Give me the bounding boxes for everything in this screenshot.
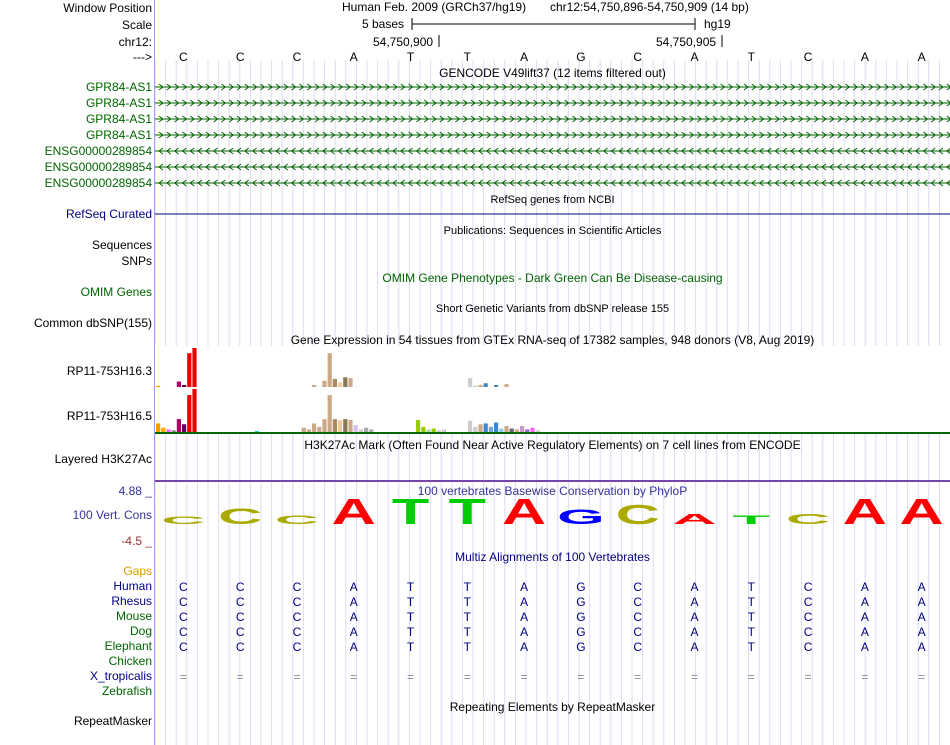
gtex-row-label[interactable]: RP11-753H16.5: [66, 409, 152, 423]
position-text: chr12:54,750,896-54,750,909 (14 bp): [550, 0, 749, 14]
species-label[interactable]: Mouse: [115, 609, 152, 623]
dbsnp-track-title[interactable]: Short Genetic Variants from dbSNP release 155: [435, 303, 670, 315]
alignment-base: T: [406, 580, 415, 594]
alignment-base: C: [179, 610, 188, 624]
conservation-letter: C: [218, 503, 263, 529]
alignment-base: C: [292, 580, 302, 594]
gtex-bar: [166, 429, 170, 432]
chrom-label: chr12:: [118, 35, 152, 49]
alignment-base: A: [349, 610, 358, 624]
alignment-base: A: [917, 595, 926, 609]
conservation-letter: C: [615, 499, 660, 531]
conservation-letter: T: [448, 491, 487, 532]
alignment-base: T: [463, 580, 471, 594]
gene-label[interactable]: GPR84-AS1: [85, 80, 152, 94]
species-label[interactable]: Elephant: [104, 639, 152, 653]
gtex-bar: [499, 429, 503, 432]
alignment-base: A: [349, 625, 358, 639]
base-letter: G: [576, 50, 586, 64]
alignment-base: A: [860, 580, 869, 594]
alignment-base: C: [292, 640, 302, 654]
gtex-background: [155, 346, 950, 391]
alignment-base: T: [463, 610, 471, 624]
species-label[interactable]: Rhesus: [111, 594, 152, 608]
alignment-base: G: [576, 595, 586, 609]
base-letter: A: [349, 50, 358, 64]
gtex-bar: [182, 424, 186, 432]
gene-label[interactable]: ENSG00000289854: [44, 176, 152, 190]
alignment-base: C: [179, 595, 188, 609]
species-label[interactable]: X_tropicalis: [89, 669, 152, 683]
alignment-base: =: [463, 670, 471, 684]
conservation-letter: C: [274, 513, 320, 527]
scale-db-text: hg19: [704, 17, 731, 31]
alignment-base: G: [576, 625, 586, 639]
gtex-bar: [473, 427, 477, 432]
alignment-base: =: [577, 670, 585, 684]
base-letter: C: [179, 50, 188, 64]
gtex-bar: [354, 425, 358, 432]
base-letter: A: [520, 50, 529, 64]
h3k27ac-track-label[interactable]: Layered H3K27Ac: [54, 452, 152, 466]
gtex-bar: [504, 426, 508, 432]
gtex-bar: [484, 423, 488, 432]
base-letter: A: [690, 50, 699, 64]
track-graphics: [155, 0, 950, 745]
gtex-bar: [515, 429, 519, 432]
alignment-base: A: [917, 610, 926, 624]
assembly-title: Human Feb. 2009 (GRCh37/hg19): [342, 0, 527, 14]
gtex-bar: [478, 424, 482, 432]
alignment-base: A: [690, 610, 699, 624]
alignment-base: =: [634, 670, 642, 684]
gene-label[interactable]: GPR84-AS1: [85, 112, 152, 126]
base-letter: A: [860, 50, 869, 64]
alignment-base: A: [917, 640, 926, 654]
alignment-base: A: [690, 595, 699, 609]
alignment-base: A: [860, 610, 869, 624]
alignment-base: A: [690, 625, 699, 639]
base-letter: T: [747, 50, 755, 64]
conservation-letter: T: [391, 491, 430, 532]
conservation-letter: A: [331, 491, 376, 532]
gtex-bar: [416, 420, 420, 432]
alignment-base: A: [520, 580, 529, 594]
phylop-max-label: 4.88 _: [118, 484, 152, 498]
conservation-letter: T: [732, 513, 770, 527]
scale-bases-text: 5 bases: [362, 17, 405, 31]
gtex-bar: [437, 430, 441, 432]
gtex-bar: [530, 428, 534, 432]
alignment-base: T: [406, 640, 415, 654]
gtex-bar: [468, 421, 472, 432]
alignment-base: A: [860, 595, 869, 609]
gtex-bar: [421, 427, 425, 432]
gtex-bar: [328, 395, 332, 432]
gtex-bar: [328, 353, 332, 391]
gtex-bar: [520, 426, 524, 432]
alignment-base: G: [576, 580, 586, 594]
alignment-base: C: [633, 640, 643, 654]
conservation-letter: A: [672, 510, 717, 528]
alignment-base: C: [179, 625, 188, 639]
coordinate-label: 54,750,900: [373, 35, 434, 49]
alignment-base: A: [520, 595, 529, 609]
alignment-base: =: [293, 670, 301, 684]
gtex-bar: [510, 429, 514, 432]
gene-label[interactable]: ENSG00000289854: [44, 160, 152, 174]
alignment-base: C: [292, 595, 302, 609]
gtex-bar: [343, 419, 347, 432]
alignment-base: T: [463, 640, 471, 654]
gtex-background: [155, 387, 950, 432]
gene-label[interactable]: ENSG00000289854: [44, 144, 152, 158]
gtex-bar: [489, 427, 493, 432]
alignment-base: T: [406, 595, 415, 609]
strand-arrow-label: --->: [133, 50, 152, 64]
gtex-bar: [192, 389, 196, 432]
omim-track-title[interactable]: OMIM Gene Phenotypes - Dark Green Can Be Disease-causing: [382, 271, 723, 285]
track-area[interactable]: [155, 0, 950, 745]
gtex-bar: [187, 353, 191, 391]
alignment-base: C: [803, 580, 813, 594]
gtex-bar: [536, 430, 540, 432]
alignment-base: C: [235, 580, 245, 594]
alignment-base: A: [690, 580, 699, 594]
sequences-track-label[interactable]: Sequences: [91, 238, 152, 252]
alignment-base: C: [803, 610, 813, 624]
alignment-base: A: [917, 580, 926, 594]
alignment-base: T: [747, 625, 755, 639]
alignment-base: T: [406, 625, 415, 639]
gtex-bar: [187, 395, 191, 432]
dbsnp-track-label[interactable]: Common dbSNP(155): [33, 316, 152, 330]
gtex-bar: [317, 427, 321, 432]
base-letter: C: [803, 50, 813, 64]
gtex-bar: [172, 430, 176, 432]
alignment-base: A: [349, 595, 358, 609]
alignment-base: C: [633, 625, 643, 639]
alignment-base: A: [860, 640, 869, 654]
gtex-bar: [442, 429, 446, 432]
gtex-bar: [432, 429, 436, 432]
alignment-base: =: [918, 670, 926, 684]
gtex-bar: [359, 429, 363, 432]
gtex-bar: [322, 419, 326, 432]
gtex-row-label[interactable]: RP11-753H16.3: [66, 364, 152, 378]
gtex-bar: [338, 420, 342, 432]
h3k27ac-track-title[interactable]: H3K27Ac Mark (Often Found Near Active Regulatory Elements) on 7 cell lines from ENCODE: [304, 438, 801, 452]
alignment-base: A: [349, 580, 358, 594]
gtex-bar: [426, 429, 430, 432]
snps-track-label[interactable]: SNPs: [121, 254, 152, 268]
alignment-base: C: [235, 610, 245, 624]
alignment-base: T: [747, 640, 755, 654]
alignment-base: T: [747, 595, 755, 609]
species-label[interactable]: Human: [113, 579, 152, 593]
gaps-label: Gaps: [123, 564, 152, 578]
alignment-base: A: [520, 610, 529, 624]
alignment-base: A: [690, 640, 699, 654]
gtex-track-title[interactable]: Gene Expression in 54 tissues from GTEx RNA-seq of 17382 samples, 948 donors (V8, Aug 2019): [290, 333, 815, 347]
gencode-track-title[interactable]: GENCODE V49lift37 (12 items filtered out): [439, 66, 666, 80]
gtex-bar: [348, 420, 352, 432]
gtex-bar: [312, 423, 316, 432]
gene-label[interactable]: GPR84-AS1: [85, 128, 152, 142]
alignment-base: T: [406, 610, 415, 624]
alignment-base: T: [747, 580, 755, 594]
conservation-letter: C: [161, 514, 206, 527]
alignment-base: C: [633, 610, 643, 624]
gene-label[interactable]: GPR84-AS1: [85, 96, 152, 110]
species-label[interactable]: Chicken: [108, 654, 152, 668]
refseq-track-title[interactable]: RefSeq genes from NCBI: [490, 194, 615, 206]
repeatmasker-track-label[interactable]: RepeatMasker: [73, 714, 152, 728]
gtex-bar: [494, 423, 498, 432]
gtex-bar: [333, 419, 337, 432]
base-letter: T: [463, 50, 471, 64]
alignment-base: C: [633, 595, 643, 609]
conservation-letter: G: [557, 505, 605, 529]
gtex-bar: [255, 431, 259, 432]
phylop-track-label[interactable]: 100 Vert. Cons: [72, 508, 152, 522]
alignment-base: T: [463, 595, 471, 609]
omim-track-label[interactable]: OMIM Genes: [80, 285, 152, 299]
phylop-min-label: -4.5 _: [121, 534, 152, 548]
alignment-base: C: [292, 610, 302, 624]
alignment-base: A: [917, 625, 926, 639]
refseq-track-label[interactable]: RefSeq Curated: [65, 207, 152, 221]
alignment-base: =: [179, 670, 187, 684]
alignment-base: C: [235, 625, 245, 639]
conservation-letter: A: [842, 491, 887, 532]
multiz-track-title[interactable]: Multiz Alignments of 100 Vertebrates: [455, 550, 650, 564]
phylop-track-title[interactable]: 100 vertebrates Basewise Conservation by PhyloP: [417, 484, 688, 498]
publications-track-title[interactable]: Publications: Sequences in Scientific Articles: [443, 225, 662, 237]
alignment-base: =: [350, 670, 358, 684]
coordinate-label: 54,750,905: [656, 35, 717, 49]
species-label[interactable]: Zebrafish: [101, 684, 152, 698]
alignment-base: A: [520, 640, 529, 654]
conservation-letter: A: [899, 491, 944, 532]
alignment-base: T: [463, 625, 471, 639]
gtex-bar: [177, 419, 181, 432]
gtex-bar: [525, 429, 529, 432]
alignment-base: A: [860, 625, 869, 639]
gtex-bar: [302, 428, 306, 432]
conservation-letter: C: [785, 511, 831, 528]
conservation-letter: A: [502, 491, 547, 532]
alignment-base: G: [576, 610, 586, 624]
alignment-base: C: [179, 640, 188, 654]
base-letter: A: [917, 50, 926, 64]
base-letter: C: [292, 50, 302, 64]
gtex-bar: [192, 348, 196, 391]
alignment-base: =: [236, 670, 244, 684]
alignment-base: =: [690, 670, 698, 684]
alignment-base: =: [861, 670, 869, 684]
repeatmasker-track-title[interactable]: Repeating Elements by RepeatMasker: [449, 700, 656, 714]
alignment-base: C: [633, 580, 643, 594]
alignment-base: C: [803, 595, 813, 609]
alignment-base: C: [292, 625, 302, 639]
alignment-base: =: [407, 670, 415, 684]
gtex-bar: [364, 428, 368, 432]
alignment-base: T: [747, 610, 755, 624]
alignment-base: C: [235, 595, 245, 609]
gtex-bar: [307, 429, 311, 432]
gtex-bar: [161, 428, 165, 432]
species-label[interactable]: Dog: [129, 624, 152, 638]
alignment-base: =: [747, 670, 755, 684]
alignment-base: C: [235, 640, 245, 654]
alignment-base: A: [349, 640, 358, 654]
alignment-base: C: [179, 580, 188, 594]
base-letter: C: [235, 50, 245, 64]
window-position-label: Window Position: [63, 1, 152, 15]
alignment-base: A: [520, 625, 529, 639]
alignment-base: =: [520, 670, 528, 684]
alignment-base: G: [576, 640, 586, 654]
base-letter: C: [633, 50, 643, 64]
alignment-base: =: [804, 670, 812, 684]
base-letter: T: [406, 50, 415, 64]
scale-label: Scale: [121, 18, 152, 32]
alignment-base: C: [803, 640, 813, 654]
alignment-base: C: [803, 625, 813, 639]
gtex-bar: [156, 423, 160, 432]
gtex-bar: [369, 429, 373, 432]
